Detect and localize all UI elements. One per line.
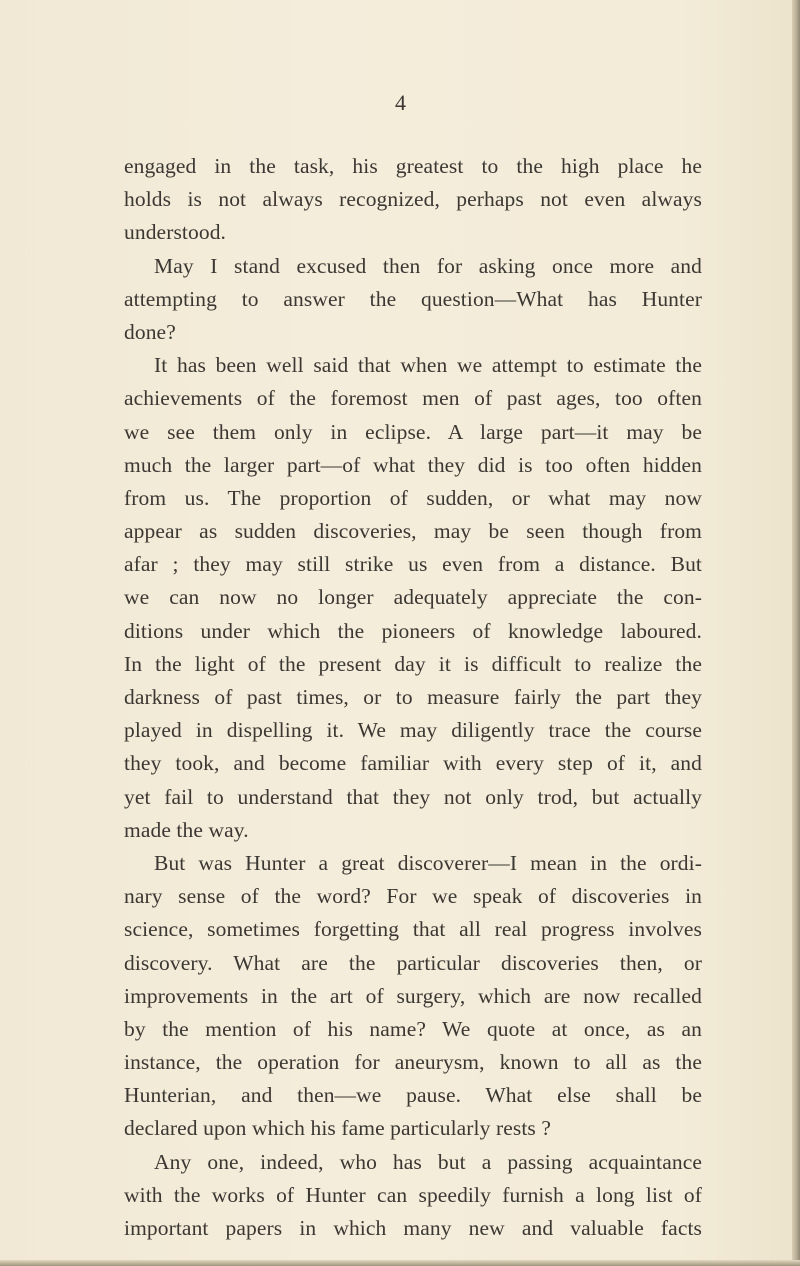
page-bottom-edge [0,1260,800,1266]
text-line: science, sometimes forgetting that all real progress involves [124,917,702,942]
page-number: 4 [395,90,406,115]
text-line: instance, the operation for aneurysm, known to all as the [124,1050,702,1075]
text-line: with the works of Hunter can speedily furnish a long list of [124,1182,702,1207]
text-line: we can now no longer adequately appreciate the con- [124,585,702,610]
text-line: Any one, indeed, who has but a passing acquaintance [154,1149,702,1174]
text-line: important papers in which many new and valuable facts [124,1216,702,1240]
body-text [124,150,702,1245]
page-edge-shadow [792,0,800,1266]
text-line: by the mention of his name? We quote at once, as an [124,1016,702,1041]
text-line: afar ; they may still strike us even from a distance. But [124,552,702,577]
text-line: attempting to answer the question—What has Hunter [124,286,702,311]
text-line: much the larger part—of what they did is too often hidden [124,452,702,477]
text-line: It has been well said that when we attempt to estimate the [154,353,702,378]
text-line: darkness of past times, or to measure fairly the part they [124,685,702,709]
text-line: yet fail to understand that they not only trod, but actually [124,784,702,809]
text-line: done? [124,319,176,344]
text-line: from us. The proportion of sudden, or what may now [124,485,702,510]
text-line: holds is not always recognized, perhaps not even always [124,187,702,212]
text-line: engaged in the task, his greatest to the high place he [124,154,702,178]
text-line: appear as sudden discoveries, may be seen though from [124,519,702,544]
text-line: declared upon which his fame particularly rests ? [124,1116,551,1141]
text-line: we see them only in eclipse. A large part—it may be [124,419,702,444]
text-line: Hunterian, and then—we pause. What else shall be [124,1083,702,1108]
text-line: But was Hunter a great discoverer—I mean in the ordi- [154,850,702,875]
text-line: played in dispelling it. We may diligently trace the course [124,718,702,743]
text-line: In the light of the present day it is difficult to realize the [124,651,702,676]
text-line: made the way. [124,817,249,842]
text-line: achievements of the foremost men of past ages, too often [124,386,702,411]
text-line: understood. [124,220,227,245]
text-line: discovery. What are the particular discoveries then, or [124,950,702,975]
text-line: ditions under which the pioneers of knowledge laboured. [124,618,702,643]
text-line: nary sense of the word? For we speak of discoveries in [124,884,702,909]
text-line: they took, and become familiar with every step of it, and [124,751,702,776]
text-line: May I stand excused then for asking once more and [154,253,702,278]
text-line: improvements in the art of surgery, which are now recalled [124,983,702,1008]
